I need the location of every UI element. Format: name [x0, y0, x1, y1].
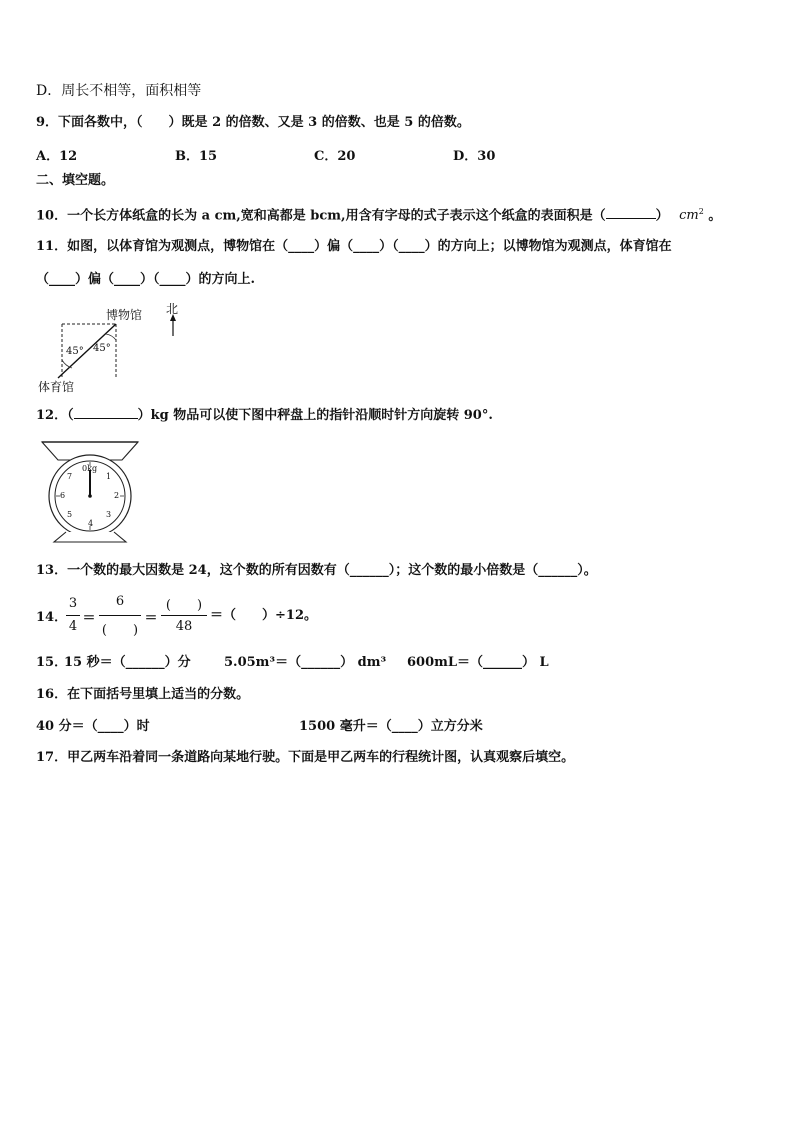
q16-part-b: 1500 毫升＝（____）立方分米 [299, 719, 483, 734]
q15-part3: 600mL＝（______） L [407, 655, 549, 670]
q14-eq2: ＝ [144, 611, 158, 626]
q14-frac2-bar [99, 615, 141, 616]
q10 [36, 203, 721, 225]
q14-frac3-denominator: 48 [175, 619, 193, 634]
q12-blank [74, 406, 138, 419]
scale-number-5: 5 [67, 510, 73, 519]
q14-label: 14． [36, 610, 68, 625]
q16-stem: 16．在下面括号里填上适当的分数。 [36, 687, 250, 702]
angle-label-2: 45° [93, 343, 111, 354]
scale-number-6: 6 [60, 491, 66, 500]
gym-label: 体育馆 [38, 380, 75, 394]
q16-part-a: 40 分＝（____）时 [36, 719, 150, 734]
q9-stem: 9．下面各数中，（ ）既是 2 的倍数、又是 3 的倍数、也是 5 的倍数。 [36, 115, 470, 130]
scale-number-3: 3 [106, 510, 112, 519]
q8-option-d: D．周长不相等，面积相等 [36, 83, 202, 99]
q9-option-b: B．15 [175, 149, 218, 164]
q9-option-d: D．30 [453, 149, 496, 164]
section-title: 二、填空题。 [36, 173, 115, 188]
scale-label-0kg: 0kg [82, 464, 98, 473]
q14-frac2-numerator: 6 [115, 594, 125, 609]
q10-end: 。 [708, 208, 722, 224]
q12-suffix: ）kg 物品可以使下图中秤盘上的指针沿顺时针方向旋转 90°. [137, 408, 493, 423]
q12 [36, 406, 493, 425]
scale-number-4: 4 [88, 519, 94, 528]
q10-text: 10．一个长方体纸盒的长为 a cm,宽和高都是 bcm,用含有字母的式子表示这个纸盒的表面积是（ [36, 208, 606, 224]
q14-frac1-denominator: 4 [68, 619, 78, 634]
q15-part1: 15 秒＝（______）分 [64, 655, 191, 670]
q14-frac3-numerator: ( ) [165, 598, 203, 613]
kitchen-scale-figure [38, 436, 142, 546]
scale-number-2: 2 [114, 491, 120, 500]
q11-line2: （____）偏（____）（____）的方向上. [36, 272, 256, 287]
q10-unit-sup: 2 [698, 207, 704, 216]
scale-number-7: 7 [67, 472, 73, 481]
q11-line1: 11．如图，以体育馆为观测点，博物馆在（____）偏（____）（____）的方向上；以博物馆为观测点，体育馆在 [36, 239, 672, 254]
q17: 17．甲乙两车沿着同一条道路向某地行驶。下面是甲乙两车的行程统计图，认真观察后填空。 [36, 750, 575, 765]
q14-frac1-numerator: 3 [68, 596, 78, 611]
north-label: 北 [166, 302, 179, 316]
q14-frac2-denominator: ( ) [101, 623, 139, 638]
q12-prefix: 12．（ [36, 408, 74, 423]
angle-label-1: 45° [66, 346, 84, 357]
scale-number-1: 1 [106, 472, 112, 481]
q14-frac1-bar [66, 615, 80, 616]
q10-close: ） [655, 208, 669, 224]
q15-label: 15． [36, 655, 68, 670]
q13: 13．一个数的最大因数是 24，这个数的所有因数有（______）；这个数的最小倍数是（______）。 [36, 563, 597, 578]
q10-unit: cm [679, 208, 699, 224]
q14-frac3-bar [161, 615, 207, 616]
q15-part2: 5.05m³＝（______） dm³ [224, 655, 387, 670]
q10-blank [606, 206, 656, 219]
q9-option-c: C．20 [314, 149, 356, 164]
q14-eq1: ＝ [82, 611, 96, 626]
q9-option-a: A．12 [36, 149, 78, 164]
museum-label: 博物馆 [106, 308, 143, 322]
q14-tail: ＝（ ）÷12。 [210, 608, 317, 623]
